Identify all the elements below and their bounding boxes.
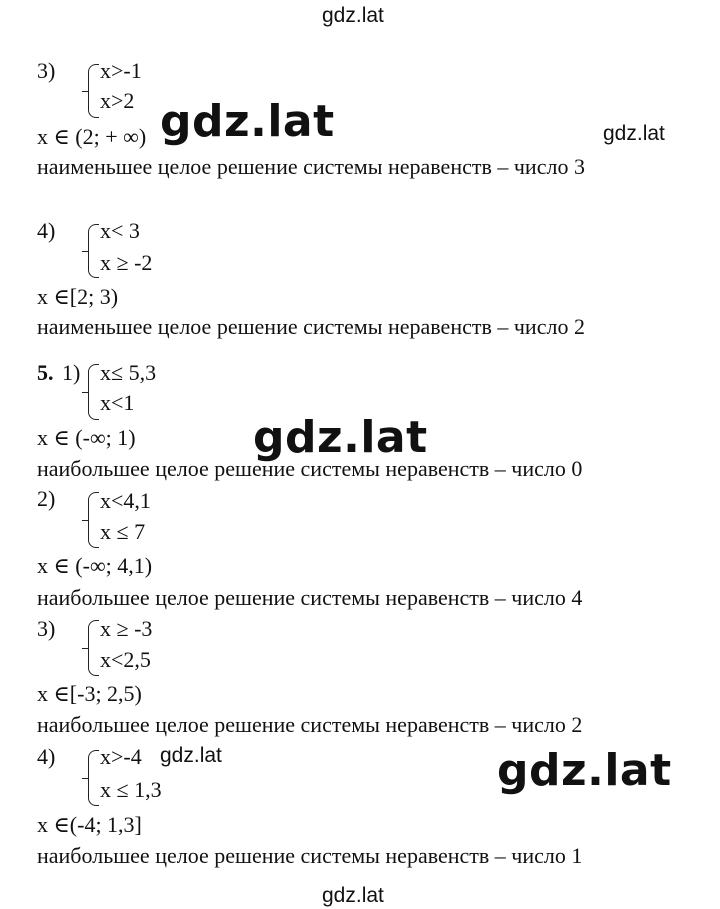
brace-icon	[88, 620, 99, 676]
conclusion-text: наибольшее целое решение системы неравенств – число 1	[37, 843, 583, 868]
brace-icon	[88, 750, 99, 806]
solution-interval: x ∈(-4; 1,3]	[37, 812, 142, 837]
inequality-line-1: x< 3	[100, 218, 140, 243]
solution-interval: x ∈ (2; + ∞)	[37, 124, 147, 149]
conclusion-text: наибольшее целое решение системы неравенств – число 2	[37, 712, 583, 737]
inequality-line-1: x<4,1	[100, 488, 151, 513]
brace-icon	[88, 364, 99, 420]
watermark-large-3: gdz.lat	[497, 745, 672, 796]
item-label: 2)	[37, 486, 56, 511]
brace-icon	[88, 224, 99, 278]
inequality-line-2: x ≤ 1,3	[100, 777, 162, 802]
watermark-large-1: gdz.lat	[160, 96, 335, 147]
conclusion-text: наименьшее целое решение системы неравенств – число 2	[37, 314, 585, 339]
brace-icon	[88, 64, 99, 118]
solution-interval: x ∈[2; 3)	[37, 284, 119, 309]
watermark-small-right: gdz.lat	[603, 122, 665, 145]
solution-interval: x ∈ (-∞; 1)	[37, 425, 136, 450]
inequality-line-2: x ≤ 7	[100, 519, 146, 544]
conclusion-text: наибольшее целое решение системы неравенств – число 4	[37, 585, 583, 610]
inequality-line-2: x ≥ -2	[100, 250, 153, 275]
inequality-line-2: x<1	[100, 390, 135, 415]
watermark-small-mid: gdz.lat	[160, 744, 222, 767]
inequality-line-1: x≤ 5,3	[100, 360, 157, 385]
solution-interval: x ∈[-3; 2,5)	[37, 681, 142, 706]
brace-icon	[88, 492, 99, 548]
watermark-top: gdz.lat	[322, 4, 384, 27]
conclusion-text: наибольшее целое решение системы неравенств – число 0	[37, 456, 583, 481]
item-label: 1)	[62, 360, 81, 385]
watermark-bottom: gdz.lat	[322, 884, 384, 907]
inequality-line-2: x>2	[100, 88, 135, 113]
item-label: 3)	[37, 58, 56, 83]
item-label: 3)	[37, 616, 56, 641]
conclusion-text: наименьшее целое решение системы неравенств – число 3	[37, 154, 585, 179]
inequality-line-2: x<2,5	[100, 647, 151, 672]
inequality-line-1: x>-4	[100, 744, 142, 769]
watermark-large-2: gdz.lat	[253, 412, 428, 463]
solution-interval: x ∈ (-∞; 4,1)	[37, 553, 153, 578]
item-label: 4)	[37, 744, 56, 769]
inequality-line-1: x ≥ -3	[100, 616, 153, 641]
inequality-line-1: x>-1	[100, 58, 142, 83]
exercise-number: 5.	[37, 360, 54, 385]
item-label: 4)	[37, 218, 56, 243]
